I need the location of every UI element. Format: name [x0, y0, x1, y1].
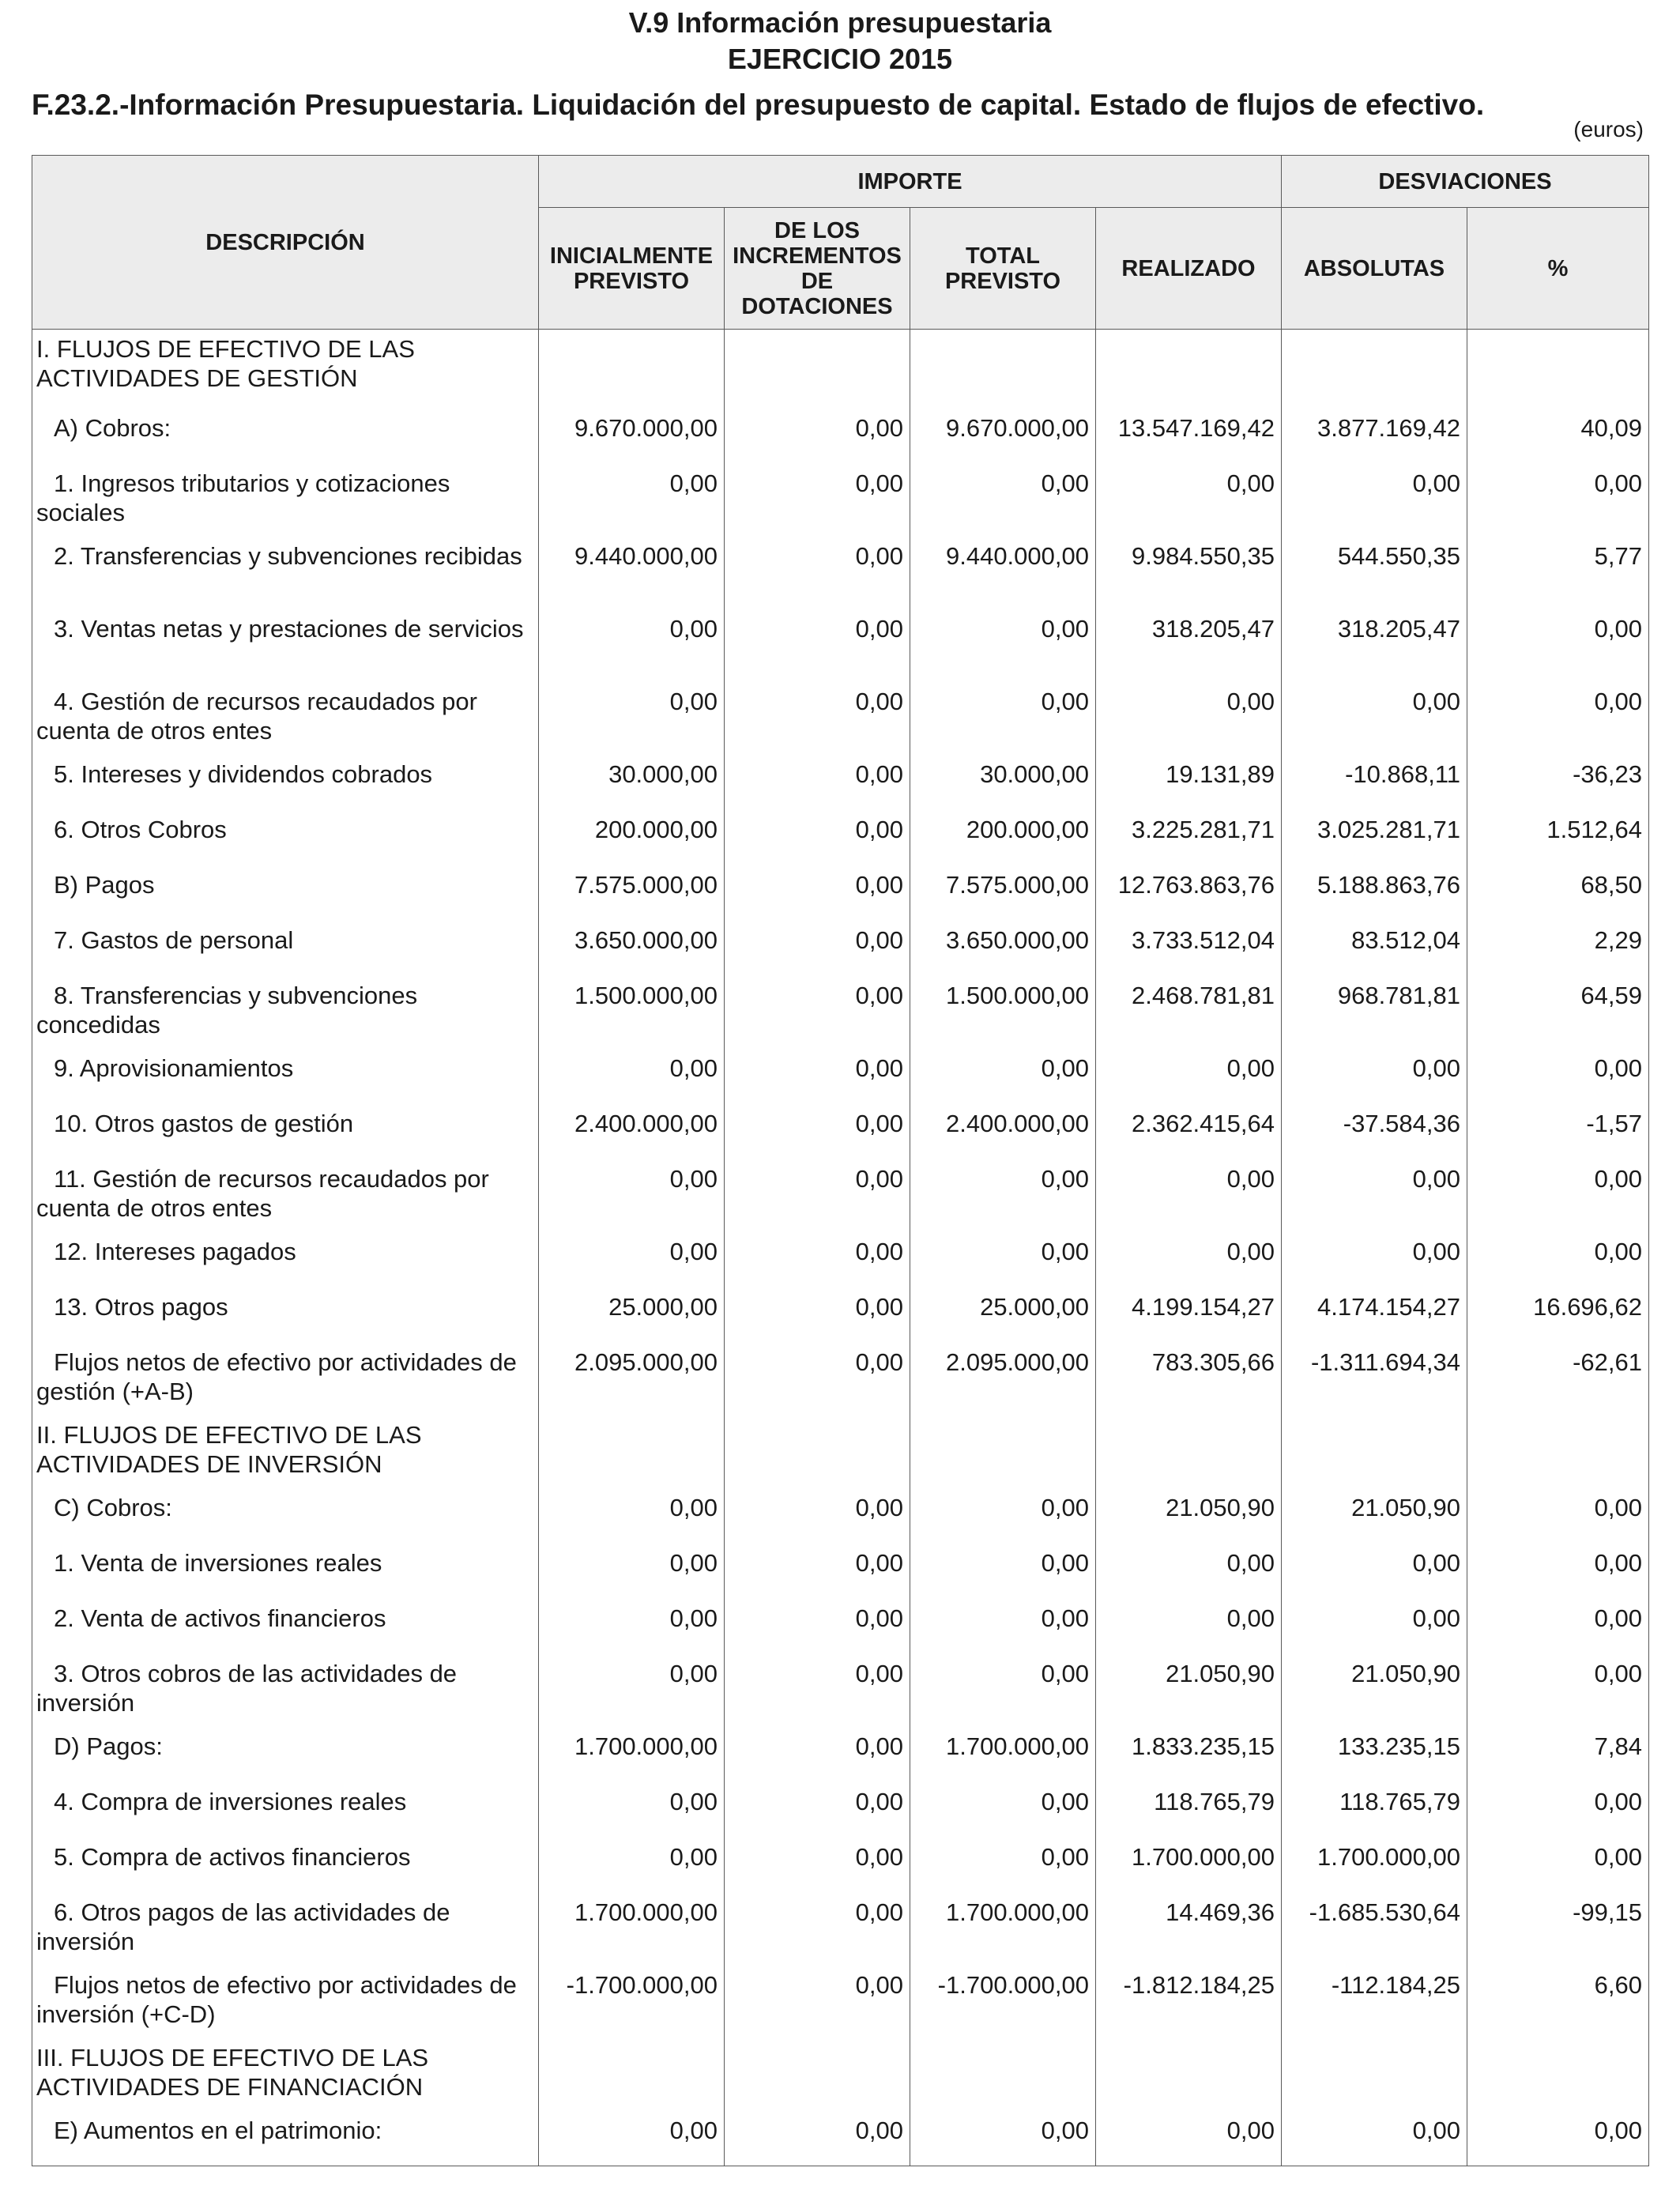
value-cell: 0,00 [1096, 682, 1282, 755]
row-label: 1. Ingresos tributarios y cotizaciones sociales [36, 469, 450, 526]
value-cell: 0,00 [1282, 682, 1467, 755]
value-cell [1467, 330, 1649, 409]
value-cell: 64,59 [1467, 976, 1649, 1049]
row-label-cell [32, 1893, 539, 1966]
value-cell: 0,00 [725, 2111, 910, 2166]
value-cell: 0,00 [910, 1488, 1096, 1544]
row-label-cell [32, 1782, 539, 1838]
value-cell: -1.311.694,34 [1282, 1343, 1467, 1416]
value-cell: 12.763.863,76 [1096, 865, 1282, 921]
value-cell: 14.469,36 [1096, 1893, 1282, 1966]
table-row [32, 1782, 1649, 1838]
table-row [32, 464, 1649, 537]
value-cell: 2.400.000,00 [910, 1104, 1096, 1159]
row-label-cell [32, 1599, 539, 1654]
table-body [32, 330, 1649, 2166]
value-cell: 0,00 [725, 1343, 910, 1416]
table-row [32, 1287, 1649, 1343]
units-label: (euros) [1573, 117, 1644, 141]
value-cell: 0,00 [725, 1104, 910, 1159]
row-label: 4. Gestión de recursos recaudados por cuenta de otros entes [36, 687, 477, 745]
row-label: 12. Intereses pagados [54, 1237, 296, 1265]
value-cell: 0,00 [1282, 2111, 1467, 2166]
value-cell: 0,00 [910, 1782, 1096, 1838]
value-cell: 0,00 [725, 1966, 910, 2038]
row-label-cell [32, 464, 539, 537]
value-cell: 30.000,00 [539, 755, 725, 810]
col-incrementos: DE LOS INCREMENTOS DE DOTACIONES [725, 208, 910, 330]
value-cell: 9.984.550,35 [1096, 537, 1282, 609]
table-row [32, 755, 1649, 810]
table-row [32, 1488, 1649, 1544]
value-cell: 0,00 [1096, 464, 1282, 537]
value-cell: 0,00 [725, 1287, 910, 1343]
value-cell: 21.050,90 [1282, 1654, 1467, 1727]
col-descripcion: DESCRIPCIÓN [32, 156, 539, 330]
row-label-cell [32, 755, 539, 810]
value-cell: 0,00 [725, 921, 910, 976]
table-row [32, 810, 1649, 865]
value-cell: 0,00 [910, 464, 1096, 537]
value-cell: 21.050,90 [1096, 1488, 1282, 1544]
row-label-cell [32, 1343, 539, 1416]
value-cell: 2.095.000,00 [539, 1343, 725, 1416]
value-cell: 0,00 [1467, 1838, 1649, 1893]
value-cell: 0,00 [725, 865, 910, 921]
value-cell: 0,00 [539, 609, 725, 682]
value-cell: 968.781,81 [1282, 976, 1467, 1049]
value-cell: 0,00 [725, 755, 910, 810]
row-label-cell [32, 2111, 539, 2166]
value-cell: 200.000,00 [539, 810, 725, 865]
value-cell: 0,00 [1282, 1049, 1467, 1104]
value-cell: 0,00 [910, 682, 1096, 755]
value-cell: 0,00 [725, 976, 910, 1049]
value-cell: 1.500.000,00 [539, 976, 725, 1049]
row-label-cell [32, 1049, 539, 1104]
value-cell: 200.000,00 [910, 810, 1096, 865]
value-cell: 0,00 [1467, 1159, 1649, 1232]
section-row [32, 1416, 1649, 1488]
col-group-desviaciones: DESVIACIONES [1282, 156, 1649, 208]
value-cell: 9.440.000,00 [539, 537, 725, 609]
value-cell [910, 2038, 1096, 2111]
value-cell [910, 1416, 1096, 1488]
value-cell [725, 330, 910, 409]
value-cell: 25.000,00 [910, 1287, 1096, 1343]
value-cell: -1,57 [1467, 1104, 1649, 1159]
value-cell: 0,00 [539, 1544, 725, 1599]
row-label: D) Pagos: [54, 1732, 163, 1760]
value-cell: 0,00 [910, 1544, 1096, 1599]
value-cell: 5,77 [1467, 537, 1649, 609]
value-cell: 0,00 [1282, 1599, 1467, 1654]
value-cell [539, 330, 725, 409]
table-row [32, 537, 1649, 609]
value-cell: 2.362.415,64 [1096, 1104, 1282, 1159]
value-cell: 0,00 [539, 1654, 725, 1727]
value-cell: 1.512,64 [1467, 810, 1649, 865]
value-cell: -10.868,11 [1282, 755, 1467, 810]
value-cell: 0,00 [910, 1159, 1096, 1232]
row-label-cell [32, 682, 539, 755]
value-cell: 0,00 [1096, 1599, 1282, 1654]
row-label: 11. Gestión de recursos recaudados por cuenta de otros entes [36, 1164, 489, 1222]
value-cell: 30.000,00 [910, 755, 1096, 810]
value-cell: -1.700.000,00 [539, 1966, 725, 2038]
value-cell: 4.199.154,27 [1096, 1287, 1282, 1343]
value-cell: 133.235,15 [1282, 1727, 1467, 1782]
table-row [32, 1104, 1649, 1159]
value-cell [1282, 2038, 1467, 2111]
row-label: 2. Transferencias y subvenciones recibidas [54, 541, 522, 570]
value-cell: 19.131,89 [1096, 755, 1282, 810]
value-cell: -37.584,36 [1282, 1104, 1467, 1159]
value-cell: 0,00 [539, 682, 725, 755]
value-cell: 0,00 [539, 1159, 725, 1232]
value-cell: 0,00 [1282, 1159, 1467, 1232]
value-cell: 4.174.154,27 [1282, 1287, 1467, 1343]
row-label-cell [32, 1966, 539, 2038]
row-label: 6. Otros pagos de las actividades de inversión [36, 1898, 450, 1955]
value-cell: 0,00 [1096, 2111, 1282, 2166]
value-cell [1282, 1416, 1467, 1488]
value-cell: 0,00 [1282, 464, 1467, 537]
value-cell: 318.205,47 [1282, 609, 1467, 682]
row-label-cell [32, 1416, 539, 1488]
table-row [32, 1049, 1649, 1104]
table-row [32, 1232, 1649, 1287]
value-cell: 2.468.781,81 [1096, 976, 1282, 1049]
value-cell: 0,00 [725, 1544, 910, 1599]
row-label: B) Pagos [54, 870, 155, 899]
table-row [32, 2111, 1649, 2166]
value-cell: 3.877.169,42 [1282, 409, 1467, 464]
row-label-cell [32, 921, 539, 976]
value-cell: 0,00 [1467, 682, 1649, 755]
value-cell: 7,84 [1467, 1727, 1649, 1782]
value-cell: 0,00 [1096, 1159, 1282, 1232]
row-label: 3. Ventas netas y prestaciones de servicios [54, 614, 524, 643]
value-cell [1467, 2038, 1649, 2111]
value-cell: 0,00 [1467, 464, 1649, 537]
col-absolutas: ABSOLUTAS [1282, 208, 1467, 330]
value-cell: 0,00 [1096, 1544, 1282, 1599]
value-cell: 1.500.000,00 [910, 976, 1096, 1049]
value-cell: 1.700.000,00 [539, 1727, 725, 1782]
value-cell: 0,00 [1467, 1049, 1649, 1104]
value-cell: 0,00 [539, 1488, 725, 1544]
value-cell: 118.765,79 [1282, 1782, 1467, 1838]
table-row [32, 865, 1649, 921]
value-cell: 0,00 [539, 1232, 725, 1287]
value-cell: 3.733.512,04 [1096, 921, 1282, 976]
col-inicial: INICIALMENTE PREVISTO [539, 208, 725, 330]
table-row [32, 682, 1649, 755]
value-cell: 0,00 [725, 1159, 910, 1232]
value-cell: 2.095.000,00 [910, 1343, 1096, 1416]
value-cell: 0,00 [1096, 1232, 1282, 1287]
value-cell: 0,00 [910, 1654, 1096, 1727]
row-label: 7. Gastos de personal [54, 925, 294, 954]
row-label-cell [32, 810, 539, 865]
row-label: III. FLUJOS DE EFECTIVO DE LAS ACTIVIDADES DE FINANCIACIÓN [36, 2043, 429, 2101]
value-cell: 9.670.000,00 [910, 409, 1096, 464]
value-cell: 0,00 [725, 1893, 910, 1966]
row-label: 5. Compra de activos financieros [54, 1842, 411, 1871]
value-cell: 0,00 [725, 609, 910, 682]
value-cell: -36,23 [1467, 755, 1649, 810]
value-cell: 0,00 [725, 1782, 910, 1838]
value-cell [1096, 330, 1282, 409]
row-label: I. FLUJOS DE EFECTIVO DE LAS ACTIVIDADES DE GESTIÓN [36, 335, 415, 392]
value-cell: 0,00 [725, 409, 910, 464]
row-label: 8. Transferencias y subvenciones concedidas [36, 981, 418, 1039]
value-cell [725, 2038, 910, 2111]
page-title: V.9 Información presupuestaria [628, 6, 1052, 39]
value-cell: 21.050,90 [1096, 1654, 1282, 1727]
value-cell: -62,61 [1467, 1343, 1649, 1416]
value-cell [910, 330, 1096, 409]
value-cell: 0,00 [725, 1599, 910, 1654]
value-cell: 0,00 [725, 464, 910, 537]
row-label-cell [32, 1159, 539, 1232]
col-realizado: REALIZADO [1096, 208, 1282, 330]
table-row [32, 1544, 1649, 1599]
fiscal-year: EJERCICIO 2015 [727, 43, 953, 75]
row-label: C) Cobros: [54, 1493, 172, 1521]
value-cell: 0,00 [1467, 2111, 1649, 2166]
row-label: 10. Otros gastos de gestión [54, 1109, 354, 1137]
table-row [32, 1343, 1649, 1416]
value-cell: 0,00 [539, 1599, 725, 1654]
row-label-cell [32, 409, 539, 464]
value-cell: 0,00 [539, 1838, 725, 1893]
value-cell: 0,00 [910, 609, 1096, 682]
value-cell: 0,00 [725, 1727, 910, 1782]
value-cell: 0,00 [910, 1232, 1096, 1287]
value-cell [1467, 1416, 1649, 1488]
value-cell: 1.700.000,00 [1282, 1838, 1467, 1893]
table-row [32, 1159, 1649, 1232]
table-row [32, 1727, 1649, 1782]
row-label-cell [32, 609, 539, 682]
table-row [32, 1599, 1649, 1654]
value-cell: 3.650.000,00 [539, 921, 725, 976]
value-cell: 0,00 [1467, 1654, 1649, 1727]
value-cell: 3.650.000,00 [910, 921, 1096, 976]
value-cell: 0,00 [725, 1838, 910, 1893]
value-cell: 0,00 [1282, 1232, 1467, 1287]
value-cell: 2.400.000,00 [539, 1104, 725, 1159]
row-label: E) Aumentos en el patrimonio: [54, 2116, 382, 2144]
row-label-cell [32, 1488, 539, 1544]
row-label-cell [32, 976, 539, 1049]
value-cell: 7.575.000,00 [910, 865, 1096, 921]
value-cell: 0,00 [539, 464, 725, 537]
value-cell: 1.700.000,00 [1096, 1838, 1282, 1893]
value-cell: 21.050,90 [1282, 1488, 1467, 1544]
value-cell: -1.700.000,00 [910, 1966, 1096, 2038]
table-row [32, 409, 1649, 464]
row-label: 1. Venta de inversiones reales [54, 1548, 382, 1577]
value-cell: 6,60 [1467, 1966, 1649, 2038]
value-cell: 3.225.281,71 [1096, 810, 1282, 865]
col-pct: % [1467, 208, 1649, 330]
table-row [32, 1654, 1649, 1727]
value-cell: 0,00 [910, 1838, 1096, 1893]
value-cell: 0,00 [539, 2111, 725, 2166]
row-label-cell [32, 1654, 539, 1727]
value-cell: 0,00 [910, 1049, 1096, 1104]
table-row [32, 1838, 1649, 1893]
value-cell: 0,00 [1096, 1049, 1282, 1104]
row-label: Flujos netos de efectivo por actividades de inversión (+C-D) [36, 1970, 517, 2028]
value-cell: 0,00 [725, 1488, 910, 1544]
value-cell: 0,00 [725, 537, 910, 609]
row-label-cell [32, 1727, 539, 1782]
value-cell: 0,00 [910, 2111, 1096, 2166]
value-cell: 5.188.863,76 [1282, 865, 1467, 921]
section-row [32, 2038, 1649, 2111]
value-cell: 0,00 [910, 1599, 1096, 1654]
col-group-importe: IMPORTE [539, 156, 1282, 208]
value-cell [1096, 2038, 1282, 2111]
value-cell: 0,00 [1467, 1488, 1649, 1544]
value-cell [725, 1416, 910, 1488]
row-label-cell [32, 1838, 539, 1893]
value-cell: -99,15 [1467, 1893, 1649, 1966]
cash-flow-table [32, 155, 1649, 2166]
row-label: Flujos netos de efectivo por actividades de gestión (+A-B) [36, 1348, 517, 1405]
row-label: 5. Intereses y dividendos cobrados [54, 760, 433, 788]
row-label: 13. Otros pagos [54, 1292, 228, 1321]
table-row [32, 1966, 1649, 2038]
section-row [32, 330, 1649, 409]
value-cell: 40,09 [1467, 409, 1649, 464]
row-label: 2. Venta de activos financieros [54, 1604, 386, 1632]
value-cell: 0,00 [1467, 1544, 1649, 1599]
value-cell: 83.512,04 [1282, 921, 1467, 976]
title-block [0, 5, 1680, 77]
row-label-cell [32, 537, 539, 609]
value-cell: 13.547.169,42 [1096, 409, 1282, 464]
value-cell: 25.000,00 [539, 1287, 725, 1343]
value-cell: 318.205,47 [1096, 609, 1282, 682]
row-label-cell [32, 1232, 539, 1287]
row-label-cell [32, 1287, 539, 1343]
row-label: A) Cobros: [54, 413, 171, 442]
value-cell: 16.696,62 [1467, 1287, 1649, 1343]
value-cell: 7.575.000,00 [539, 865, 725, 921]
value-cell: 3.025.281,71 [1282, 810, 1467, 865]
row-label: 6. Otros Cobros [54, 815, 227, 843]
row-label: 4. Compra de inversiones reales [54, 1787, 407, 1815]
table-row [32, 976, 1649, 1049]
value-cell: 544.550,35 [1282, 537, 1467, 609]
value-cell: 0,00 [1282, 1544, 1467, 1599]
report-subtitle: F.23.2.-Información Presupuestaria. Liquidación del presupuesto de capital. Estado de flujos de efectivo. [32, 89, 1485, 121]
row-label-cell [32, 865, 539, 921]
value-cell: 0,00 [725, 1654, 910, 1727]
row-label: 9. Aprovisionamientos [54, 1054, 294, 1082]
value-cell: 0,00 [1467, 1599, 1649, 1654]
value-cell [1096, 1416, 1282, 1488]
row-label: 3. Otros cobros de las actividades de inversión [36, 1659, 458, 1717]
value-cell: 0,00 [1467, 1232, 1649, 1287]
value-cell: 0,00 [539, 1782, 725, 1838]
value-cell: 9.670.000,00 [539, 409, 725, 464]
table-row [32, 1893, 1649, 1966]
value-cell: 1.833.235,15 [1096, 1727, 1282, 1782]
row-label-cell [32, 1104, 539, 1159]
value-cell: 9.440.000,00 [910, 537, 1096, 609]
value-cell: -112.184,25 [1282, 1966, 1467, 2038]
value-cell: -1.812.184,25 [1096, 1966, 1282, 2038]
table-header [32, 156, 1649, 330]
value-cell: 1.700.000,00 [910, 1727, 1096, 1782]
value-cell: 0,00 [1467, 609, 1649, 682]
value-cell [539, 2038, 725, 2111]
row-label: II. FLUJOS DE EFECTIVO DE LAS ACTIVIDADES DE INVERSIÓN [36, 1420, 422, 1478]
value-cell: -1.685.530,64 [1282, 1893, 1467, 1966]
value-cell: 0,00 [539, 1049, 725, 1104]
table-row [32, 609, 1649, 682]
row-label-cell [32, 2038, 539, 2111]
value-cell: 1.700.000,00 [539, 1893, 725, 1966]
row-label-cell [32, 330, 539, 409]
value-cell: 1.700.000,00 [910, 1893, 1096, 1966]
col-total: TOTAL PREVISTO [910, 208, 1096, 330]
value-cell: 118.765,79 [1096, 1782, 1282, 1838]
value-cell [539, 1416, 725, 1488]
value-cell: 0,00 [1467, 1782, 1649, 1838]
value-cell: 2,29 [1467, 921, 1649, 976]
value-cell: 0,00 [725, 810, 910, 865]
value-cell [1282, 330, 1467, 409]
value-cell: 783.305,66 [1096, 1343, 1282, 1416]
value-cell: 68,50 [1467, 865, 1649, 921]
table-row [32, 921, 1649, 976]
value-cell: 0,00 [725, 1232, 910, 1287]
value-cell: 0,00 [725, 682, 910, 755]
row-label-cell [32, 1544, 539, 1599]
value-cell: 0,00 [725, 1049, 910, 1104]
